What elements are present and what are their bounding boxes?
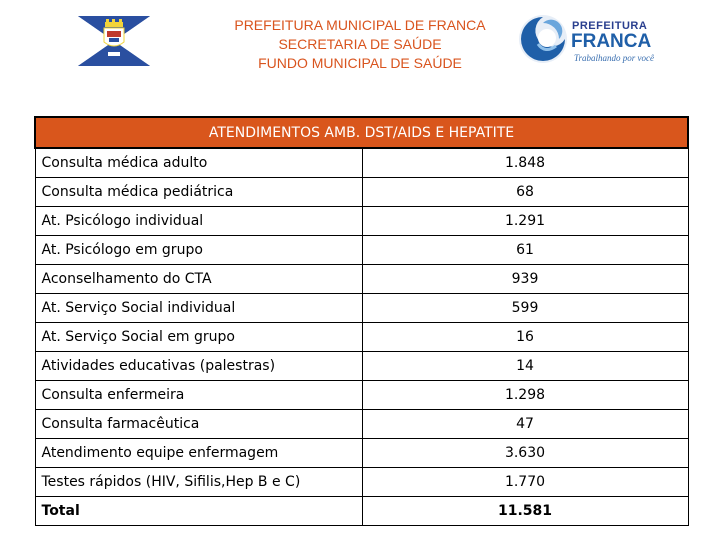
row-value: 61 — [362, 236, 688, 265]
row-value: 14 — [362, 352, 688, 381]
table-body — [35, 148, 688, 497]
table-row — [35, 178, 688, 207]
table-row — [35, 236, 688, 265]
franca-crest-logo — [78, 16, 150, 66]
attendance-table — [34, 116, 689, 526]
row-label: Consulta enfermeira — [35, 381, 362, 410]
row-value: 47 — [362, 410, 688, 439]
table-row — [35, 468, 688, 497]
table-row — [35, 148, 688, 178]
table-row — [35, 410, 688, 439]
row-label: Atividades educativas (palestras) — [35, 352, 362, 381]
header-line-1: PREFEITURA MUNICIPAL DE FRANCA — [234, 17, 486, 33]
row-value: 1.298 — [362, 381, 688, 410]
row-value: 1.291 — [362, 207, 688, 236]
row-label: Atendimento equipe enfermagem — [35, 439, 362, 468]
table-row — [35, 439, 688, 468]
table-row — [35, 381, 688, 410]
prefeitura-franca-logo — [518, 14, 658, 66]
row-value: 16 — [362, 323, 688, 352]
table-row — [35, 294, 688, 323]
table-title: ATENDIMENTOS AMB. DST/AIDS E HEPATITE — [35, 117, 688, 148]
total-row — [35, 497, 688, 526]
header-line-2: SECRETARIA DE SAÚDE — [278, 36, 442, 52]
row-label: At. Serviço Social individual — [35, 294, 362, 323]
row-label: Aconselhamento do CTA — [35, 265, 362, 294]
row-value: 1.848 — [362, 148, 688, 178]
row-label: At. Psicólogo em grupo — [35, 236, 362, 265]
row-label: At. Serviço Social em grupo — [35, 323, 362, 352]
row-label: Consulta médica pediátrica — [35, 178, 362, 207]
row-value: 939 — [362, 265, 688, 294]
row-label: Testes rápidos (HIV, Sifilis,Hep B e C) — [35, 468, 362, 497]
header-block — [190, 16, 530, 73]
logo-swirl-icon — [518, 14, 568, 64]
header-line-3: FUNDO MUNICIPAL DE SAÚDE — [258, 55, 462, 71]
total-value: 11.581 — [362, 497, 688, 526]
row-label: Consulta farmacêutica — [35, 410, 362, 439]
table-title-row — [35, 117, 688, 148]
row-value: 3.630 — [362, 439, 688, 468]
total-label: Total — [35, 497, 362, 526]
row-label: At. Psicólogo individual — [35, 207, 362, 236]
logo-tagline: Trabalhando por você — [574, 53, 654, 63]
row-label: Consulta médica adulto — [35, 148, 362, 178]
row-value: 599 — [362, 294, 688, 323]
table-row — [35, 265, 688, 294]
row-value: 68 — [362, 178, 688, 207]
logo-text-franca: FRANCA — [571, 31, 652, 52]
table-row — [35, 207, 688, 236]
row-value: 1.770 — [362, 468, 688, 497]
table-row — [35, 323, 688, 352]
logo-text-prefeitura: PREFEITURA — [572, 20, 648, 32]
table-row — [35, 352, 688, 381]
